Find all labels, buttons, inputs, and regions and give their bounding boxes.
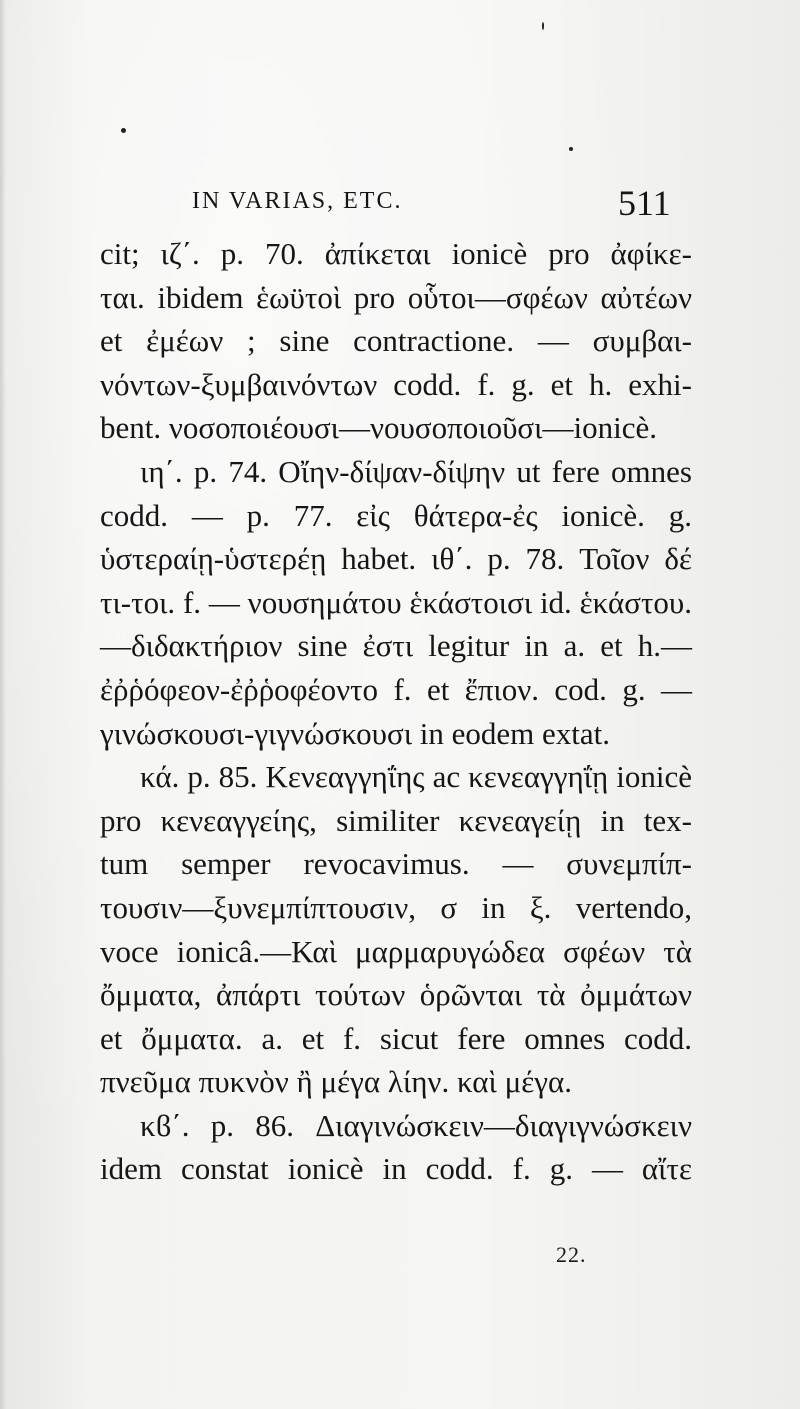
text-line: ὄμματα, ἀπάρτι τούτων ὁρῶνται τὰ ὀμμάτων xyxy=(100,977,692,1013)
ink-speck xyxy=(121,128,126,133)
text-line: bent. νοσοποιέουσι—νουσοποιοῦσι—ionicè. xyxy=(100,410,657,446)
text-line: idem constat ionicè in codd. f. g. — αἴτε xyxy=(100,1151,692,1187)
text-line: —διδακτήριον sine ἐστι legitur in a. et h.— xyxy=(100,628,692,664)
signature-mark: 22. xyxy=(556,1242,587,1267)
text-line: ται. ibidem ἑωϋτοὶ pro οὗτοι—σφέων αὐτέων xyxy=(100,279,692,315)
ink-speck xyxy=(569,147,573,151)
text-line: νόντων-ξυμβαινόντων codd. f. g. et h. exhi- xyxy=(100,366,692,402)
text-line: ἐῤῥόφεον-ἐῤῥοφέοντο f. et ἔπιον. cod. g. — xyxy=(100,671,692,707)
text-line: τι-τοι. f. — νουσημάτου ἑκάστοισι id. ἑκάστου. xyxy=(100,584,692,620)
page-header xyxy=(0,178,800,223)
text-line: voce ionicâ.—Καὶ μαρμαρυγώδεα σφέων τὰ xyxy=(100,933,692,969)
text-line: κϐ΄. p. 86. Διαγινώσκειν—διαγιγνώσκειν xyxy=(140,1107,692,1143)
text-line: et ἐμέων ; sine contractione. — συμβαι- xyxy=(100,323,692,359)
text-line: codd. — p. 77. εἰς θάτερα-ἐς ionicè. g. xyxy=(100,497,692,533)
body-text xyxy=(100,232,692,1191)
page-number: 511 xyxy=(618,183,671,223)
text-line: pro κενεαγγείης, similiter κενεαγείῃ in tex- xyxy=(100,802,692,838)
text-line: et ὄμματα. a. et f. sicut fere omnes codd. xyxy=(100,1020,692,1056)
text-line: cit; ιζ΄. p. 70. ἀπίκεται ionicè pro ἀφίκε- xyxy=(100,236,692,271)
text-line: πνεῦμα πυκνὸν ἢ μέγα λίην. καὶ μέγα. xyxy=(100,1064,572,1100)
text-line: γινώσκουσι-γιγνώσκουσι in eodem extat. xyxy=(100,715,611,751)
text-line: τουσιν—ξυνεμπίπτουσιν, σ in ξ. vertendo, xyxy=(100,889,692,925)
text-line: tum semper revocavimus. — συνεμπίπ- xyxy=(100,846,692,882)
text-line: ιη΄. p. 74. Οἴην-δίψαν-δίψην ut fere omnes xyxy=(140,453,692,489)
ink-speck xyxy=(542,22,544,30)
running-head: IN VARIAS, ETC. xyxy=(192,188,403,214)
text-line: ὑστεραίῃ-ὑστερέῃ habet. ιθ΄. p. 78. Τοῖον δέ xyxy=(100,541,692,577)
text-line: κά. p. 85. Κενεαγγηΐης ac κενεαγγηΐῃ ionicè xyxy=(140,759,692,795)
